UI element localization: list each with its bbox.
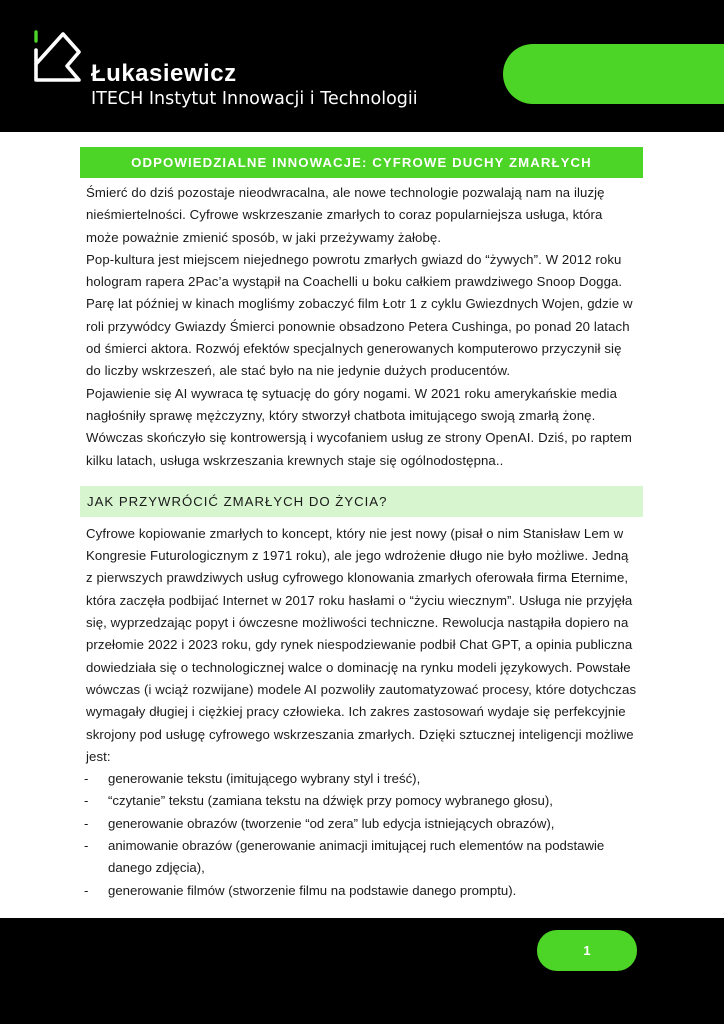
list-item-text: animowanie obrazów (generowanie animacji imitującej ruch elementów na podstawie danego zdjęcia), [108,838,605,876]
list-item [80,880,643,902]
bullet-marker: - [84,815,89,831]
list-item [80,835,643,880]
list-item-text: generowanie obrazów (tworzenie “od zera” lub edycja istniejących obrazów), [108,815,555,831]
paragraph: Pojawienie się AI wywraca tę sytuację do góry nogami. W 2021 roku amerykańskie media nagłośniły sprawę mężczyzny, który stworzył chatbota imitującego swoją zmarłą żonę. Wówczas skończyło się kontrowersją i wycofaniem usług ze strony OpenAI. Dziś, po raptem kilku latach, usługa wskrzeszania krewnych staje się ogólnodostępna.. [86,385,632,468]
header-accent-shape [503,44,724,104]
list-item [80,768,643,790]
bullet-marker: - [84,882,89,898]
bullet-marker: - [84,771,89,787]
page-header [0,0,724,132]
ai-capabilities-list [80,768,643,902]
list-item [80,813,643,835]
lukasiewicz-logo-icon [33,30,83,86]
document-body [80,147,643,902]
brand-subtitle: ITECH Instytut Innowacji i Technologii [91,89,418,109]
brand-name: Łukasiewicz [91,60,237,87]
paragraph: Śmierć do dziś pozostaje nieodwracalna, ale nowe technologie pozwalają nam na iluzję nieśmiertelności. Cyfrowe wskrzeszanie zmarłych to coraz popularniejsza usługa, która może poważnie zmienić sposób, w jaki przeżywamy żałobę. [86,185,605,245]
bullet-marker: - [84,793,89,809]
section-title-responsible-innovations: ODPOWIEDZIALNE INNOWACJE: CYFROWE DUCHY ZMARŁYCH [80,147,643,178]
list-item [80,790,643,812]
paragraph: Cyfrowe kopiowanie zmarłych to koncept, który nie jest nowy (pisał o nim Stanisław Lem w Kongresie Futurologicznym z 1971 roku), ale jego wdrożenie długo nie było możliwe. Jedną z pierwszych prawdziwych usług cyfrowego klonowania zmarłych oferowała firma Eternime, która zaczęła podbijać Internet w 2017 roku hasłami o “życiu wiecznym”. Usługa nie przyjęła się, wyprzedzając popyt i ówczesne możliwości techniczne. Rewolucja nastąpiła dopiero na przełomie 2022 i 2023 roku, gdy rynek niespodziewanie podbił Chat GPT, a opinia publiczna dowiedziała się o technologicznej walce o dominację na rynku modeli językowych. Powstałe wówczas (i wciąż rozwijane) modele AI pozwoliły zautomatyzować procesy, które dotychczas wymagały długiej i ciężkiej pracy człowieka. Ich zakres zastosowań wydaje się perfekcyjnie skrojony pod usługę cyfrowego wskrzeszania zmarłych. Dzięki sztucznej inteligencji możliwe jest: [86,525,637,764]
list-item-text: generowanie filmów (stworzenie filmu na podstawie danego promptu). [108,882,517,898]
page-footer [0,918,724,1024]
bullet-marker: - [84,838,89,854]
list-item-text: “czytanie” tekstu (zamiana tekstu na dźwięk przy pomocy wybranego głosu), [108,793,553,809]
paragraph: Pop-kultura jest miejscem niejednego powrotu zmarłych gwiazd do “żywych”. W 2012 roku hologram rapera 2Pac’a wystąpił na Coachelli u boku całkiem prawdziwego Snoop Dogga. Parę lat później w kinach mogliśmy zobaczyć film Łotr 1 z cyklu Gwiezdnych Wojen, gdzie w roli przywódcy Gwiazdy Śmierci ponownie obsadzono Petera Cushinga, po ponad 20 latach od śmierci aktora. Rozwój efektów specjalnych generowanych komputerowo przyczynił się do liczby wskrzeszeń, ale stać było na nie jedynie dużych producentów. [86,251,633,379]
page-number: 1 [537,930,637,971]
section-title-how-to-revive: JAK PRZYWRÓCIĆ ZMARŁYCH DO ŻYCIA? [80,486,643,517]
list-item-text: generowanie tekstu (imitującego wybrany styl i treść), [108,771,421,787]
